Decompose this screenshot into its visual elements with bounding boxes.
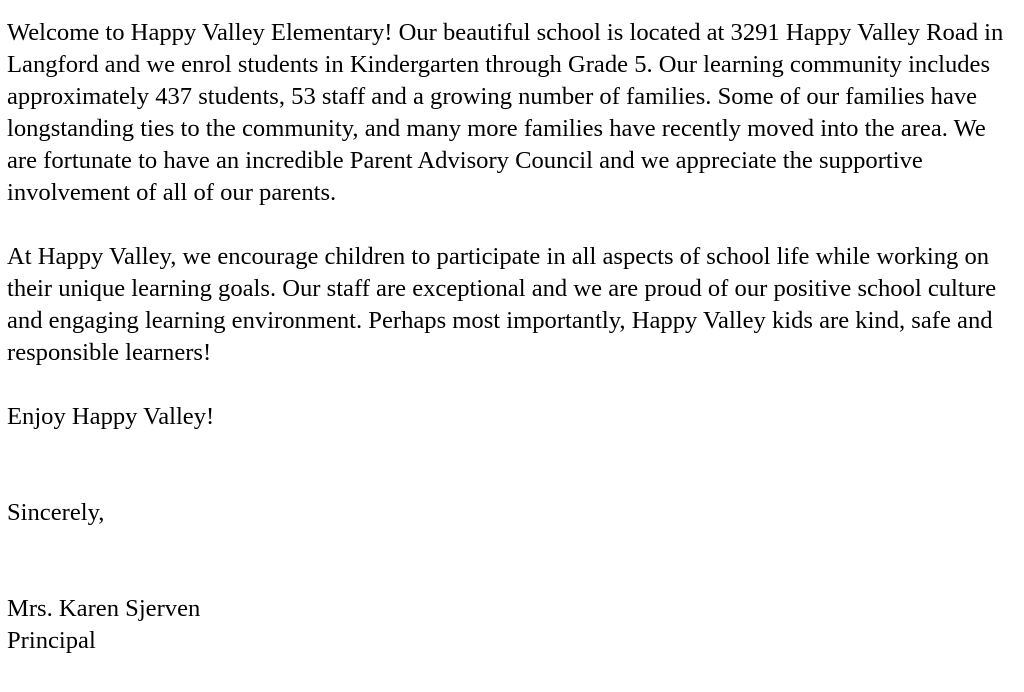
signer-name: Mrs. Karen Sjerven	[7, 595, 201, 622]
signature-block	[7, 593, 1019, 657]
signer-title: Principal	[7, 627, 96, 654]
culture-paragraph: At Happy Valley, we encourage children to participate in all aspects of school life while working on their unique learning goals. Our staff are exceptional and we are proud of our positive school culture and engaging learning environment. Perhaps most importantly, Happy Valley kids are kind, safe and responsible learners!	[7, 243, 997, 366]
enjoy-line: Enjoy Happy Valley!	[7, 403, 215, 430]
closing-salutation: Sincerely,	[7, 499, 105, 526]
welcome-letter	[7, 17, 1019, 657]
intro-paragraph: Welcome to Happy Valley Elementary! Our beautiful school is located at 3291 Happy Valley Road in Langford and we enrol students in Kindergarten through Grade 5. Our learning community includes approximately 437 students, 53 staff and a growing number of families. Some of our families have longstanding ties to the community, and many more families have recently moved into the area. We are fortunate to have an incredible Parent Advisory Council and we appreciate the supportive involvement of all of our parents.	[7, 19, 1004, 206]
